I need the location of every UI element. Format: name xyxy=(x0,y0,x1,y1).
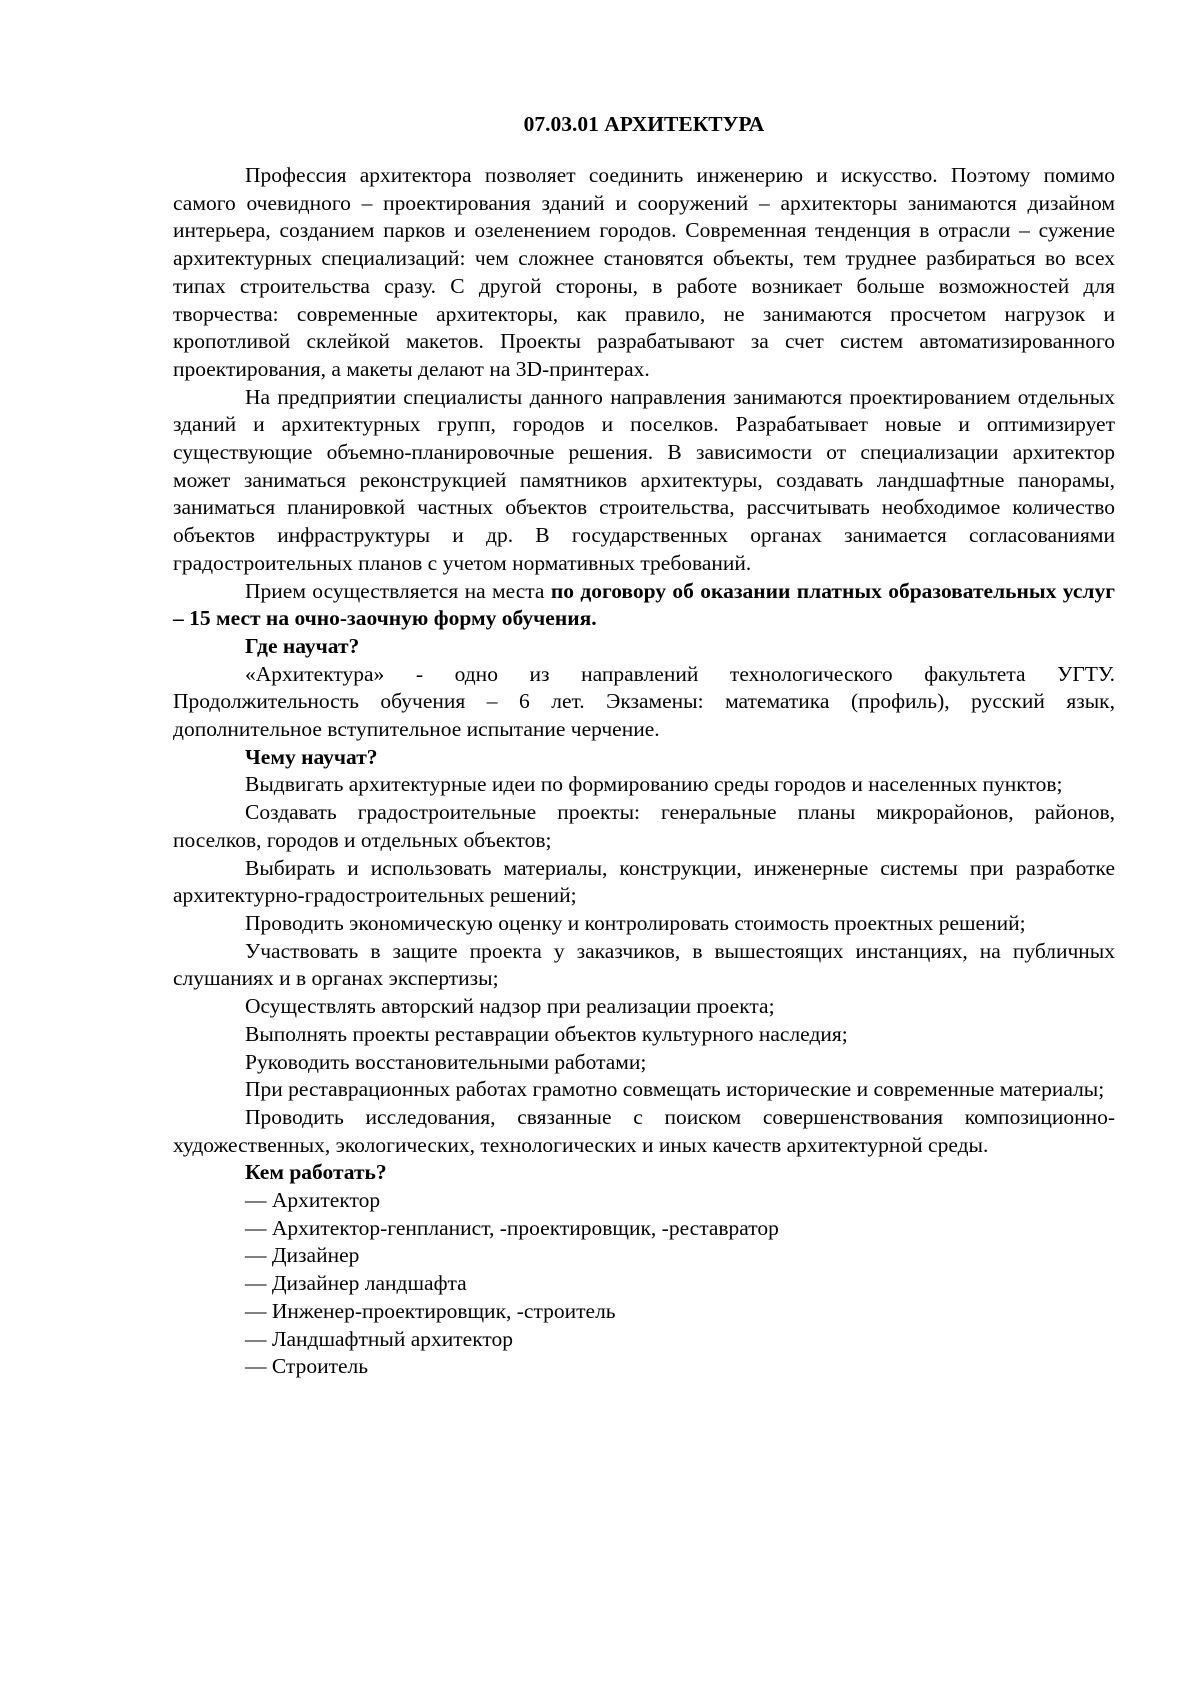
where-heading: Где научат? xyxy=(245,633,360,658)
where-paragraph: «Архитектура» - одно из направлений технологического факультета УГТУ. Продолжительность обучения – 6 лет. Экзамены: математика (профиль), русский язык, дополнительное вступительное испытание черчение. xyxy=(173,661,1115,742)
career-list xyxy=(173,1187,1115,1381)
career-item: — Дизайнер xyxy=(245,1243,360,1268)
career-item: — Дизайнер ландшафта xyxy=(245,1271,467,1296)
career-item: — Строитель xyxy=(245,1354,369,1379)
document-page xyxy=(173,110,1115,1381)
skill-item: Выполнять проекты реставрации объектов культурного наследия; xyxy=(245,1021,848,1046)
skill-item: Выдвигать архитектурные идеи по формированию среды городов и населенных пунктов; xyxy=(245,772,1063,797)
admission-terms: по договору об оказании платных образовательных услуг – 15 мест на очно-заочную форму обучения. xyxy=(173,578,1115,631)
skill-item: Проводить исследования, связанные с поиском совершенствования композиционно-художественных, экологических, технологических и иных качеств архитектурной среды. xyxy=(173,1104,1115,1157)
admission-prefix: Прием осуществляется на места xyxy=(245,578,551,603)
skill-item: Проводить экономическую оценку и контролировать стоимость проектных решений; xyxy=(245,910,1026,935)
skill-item: Руководить восстановительными работами; xyxy=(245,1049,647,1074)
intro-paragraph: На предприятии специалисты данного направления занимаются проектированием отдельных зданий и архитектурных групп, городов и поселков. Разрабатывает новые и оптимизирует существующие объемно-планировочные решения. В зависимости от специализации архитектор может заниматься реконструкцией памятников архитектуры, создавать ландшафтные панорамы, заниматься планировкой частных объектов строительства, рассчитывать необходимое количество объектов инфраструктуры и др. В государственных органах занимается согласованиями градостроительных планов с учетом нормативных требований. xyxy=(173,384,1115,575)
what-heading: Чему научат? xyxy=(245,744,378,769)
career-item: — Архитектор-генпланист, -проектировщик, -реставратор xyxy=(245,1215,779,1240)
document-title: 07.03.01 АРХИТЕКТУРА xyxy=(523,112,765,136)
career-item: — Архитектор xyxy=(245,1188,381,1213)
admission-paragraph xyxy=(173,578,1115,633)
career-heading: Кем работать? xyxy=(245,1160,387,1185)
career-item: — Инженер-проектировщик, -строитель xyxy=(245,1298,616,1323)
skill-item: Осуществлять авторский надзор при реализации проекта; xyxy=(245,994,775,1019)
skill-item: Создавать градостроительные проекты: генеральные планы микрорайонов, районов, поселков, городов и отдельных объектов; xyxy=(173,800,1115,852)
skill-item: Выбирать и использовать материалы, конструкции, инженерные системы при разработке архитектурно-градостроительных решений; xyxy=(173,855,1115,908)
skill-item: При реставрационных работах грамотно совмещать исторические и современные материалы; xyxy=(245,1077,1105,1102)
skill-item: Участвовать в защите проекта у заказчиков, в вышестоящих инстанциях, на публичных слушаниях и в органах экспертизы; xyxy=(173,938,1115,991)
career-item: — Ландшафтный архитектор xyxy=(245,1326,513,1351)
intro-paragraph: Профессия архитектора позволяет соединить инженерию и искусство. Поэтому помимо самого очевидного – проектирования зданий и сооружений – архитекторы занимаются дизайном интерьера, созданием парков и озеленением городов. Современная тенденция в отрасли – сужение архитектурных специализаций: чем сложнее становятся объекты, тем труднее разбираться во всех типах строительства сразу. С другой стороны, в работе возникает больше возможностей для творчества: современные архитекторы, как правило, не занимаются просчетом нагрузок и кропотливой склейкой макетов. Проекты разрабатывают за счет систем автоматизированного проектирования, а макеты делают на 3D-принтерах. xyxy=(173,163,1115,381)
skills-list xyxy=(173,771,1115,1159)
